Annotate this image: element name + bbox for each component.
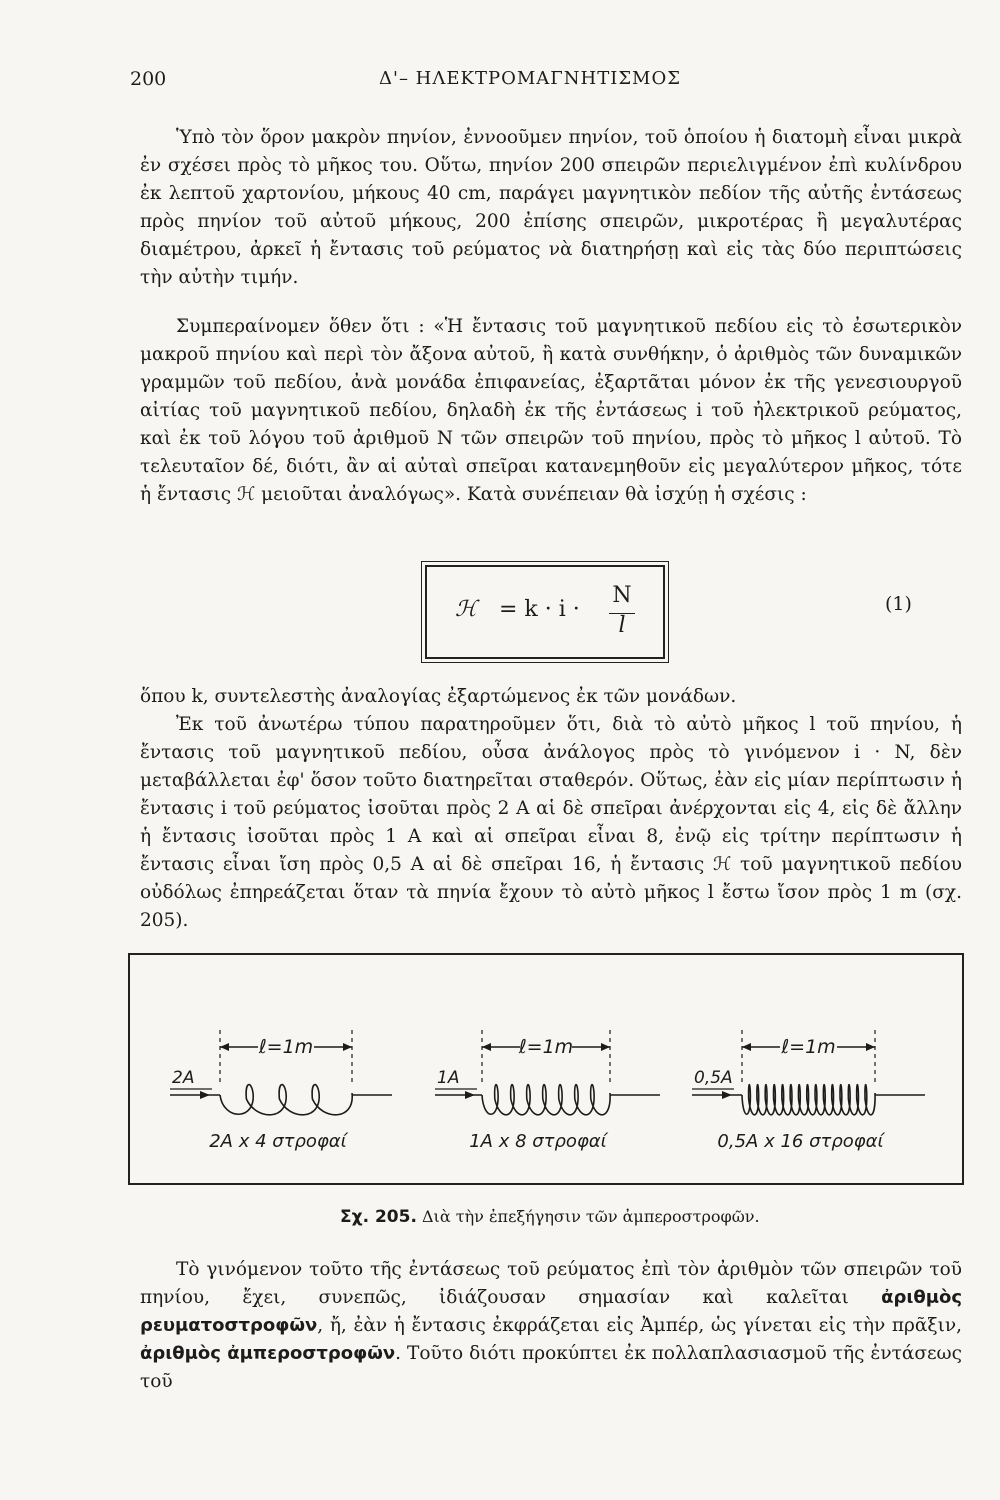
coil-caption-label: 2A x 4 στροφαί	[209, 1131, 347, 1152]
current-label: 0,5A	[694, 1068, 733, 1088]
paragraph-definition	[140, 1256, 962, 1396]
coil-length-label: ℓ=1m	[518, 1036, 574, 1058]
coil-caption-label: 1A x 8 στροφαί	[469, 1131, 607, 1152]
coil-winding	[742, 1085, 875, 1115]
dimension-arrow-right	[343, 1043, 352, 1051]
term-ampere-turns: ἀριθμὸς ἀμπεροστροφῶν	[140, 1343, 396, 1364]
paragraph-where-k: ὅπου k, συντελεστὴς ἀναλογίας ἐξαρτώμενος ἐκ τῶν μονάδων.	[140, 686, 737, 707]
formula-box	[425, 565, 665, 659]
definition-text-3: . Τοῦτο διότι προκύπτει ἐκ πολλαπλασιασμοῦ τῆς ἐντάσεως τοῦ	[140, 1343, 962, 1392]
figure-205	[128, 953, 964, 1185]
paragraph-ampere-turns-example: Ἐκ τοῦ ἀνωτέρω τύπου παρατηροῦμεν ὅτι, διὰ τὸ αὐτὸ μῆκος l τοῦ πηνίου, ἡ ἔντασις τοῦ μαγνητικοῦ πεδίου, οὖσα ἀνάλογος πρὸς τὸ γινόμενον i · N, δὲν μεταβάλλεται ἐφ' ὅσον τοῦτο διατηρεῖται σταθερόν. Οὕτως, ἐὰν εἰς μίαν περίπτωσιν ἡ ἔντασις i τοῦ ρεύματος ἰσοῦται πρὸς 2 A αἱ δὲ σπεῖραι ἀνέρχονται εἰς 4, εἰς δὲ ἄλλην ἡ ἔντασις ἰσοῦται πρὸς 1 A καὶ αἱ σπεῖραι εἶναι 8, ἐνῷ εἰς τρίτην περίπτωσιν ἡ ἔντασις εἶναι ἴση πρὸς 0,5 A αἱ δὲ σπεῖραι 16, ἡ ἔντασις ℋ τοῦ μαγνητικοῦ πεδίου οὐδόλως ἐπηρεάζεται ὅταν τὰ πηνία ἔχουν τὸ αὐτὸ μῆκος l ἔστω ἴσον πρὸς 1 m (σχ. 205).	[140, 714, 962, 931]
page-header	[130, 68, 930, 98]
caption-text: Διὰ τὴν ἐπεξήγησιν τῶν ἀμπεροστροφῶν.	[422, 1207, 760, 1226]
formula-numerator: N	[612, 583, 632, 608]
paragraph-conclusion: Συμπεραίνομεν ὅθεν ὅτι : «Ἡ ἔντασις τοῦ μαγνητικοῦ πεδίου εἰς τὸ ἐσωτερικὸν μακροῦ πηνίου καὶ περὶ τὸν ἄξονα αὐτοῦ, ἢ κατὰ συνθήκην, ὁ ἀριθμὸς τῶν δυναμικῶν γραμμῶν τοῦ πεδίου, ἀνὰ μονάδα ἐπιφανείας, ἐξαρτᾶται μόνον ἐκ τῆς γενεσιουργοῦ αἰτίας τοῦ μαγνητικοῦ πεδίου, δηλαδὴ ἐκ τῆς ἐντάσεως i τοῦ ἠλεκτρικοῦ ρεύματος, καὶ ἐκ τοῦ λόγου τοῦ ἀριθμοῦ N τῶν σπειρῶν τοῦ πηνίου, πρὸς τὸ μῆκος l αὐτοῦ. Τὸ τελευταῖον δέ, διότι, ἂν αἱ αὐταὶ σπεῖραι κατανεμηθοῦν εἰς μεγαλύτερον μῆκος, τότε ἡ ἔντασις ℋ μειοῦται ἀναλόγως». Κατὰ συνέπειαν θὰ ἰσχύῃ ἡ σχέσις :	[140, 316, 962, 505]
dimension-arrow-left	[220, 1043, 229, 1051]
figure-caption	[340, 1207, 760, 1227]
definition-text-1: Τὸ γινόμενον τοῦτο τῆς ἐντάσεως τοῦ ρεύματος ἐπὶ τὸν ἀριθμὸν τῶν σπειρῶν τοῦ πηνίου, ἔχει, συνεπῶς, ἰδιάζουσαν σημασίαν καὶ καλεῖται	[140, 1259, 962, 1308]
formula-lhs: ℋ	[455, 597, 477, 622]
page-number: 200	[130, 68, 167, 90]
formula	[455, 583, 655, 643]
current-label: 1A	[437, 1068, 460, 1088]
current-label: 2A	[172, 1068, 195, 1088]
coil-caption-label: 0,5A x 16 στροφαί	[717, 1131, 884, 1152]
current-arrow	[722, 1091, 732, 1099]
caption-label: Σχ. 205.	[340, 1207, 417, 1227]
coils-diagram	[130, 955, 962, 1183]
dimension-arrow-right	[866, 1043, 875, 1051]
coil-length-label: ℓ=1m	[258, 1036, 314, 1058]
formula-middle: = k · i ·	[499, 597, 580, 622]
equation-number: (1)	[885, 593, 912, 615]
coil-winding	[220, 1085, 352, 1115]
coil-winding	[482, 1085, 610, 1115]
coil-length-label: ℓ=1m	[781, 1036, 836, 1058]
formula-denominator: l	[618, 613, 626, 638]
paragraph-long-coil: Ὑπὸ τὸν ὅρον μακρὸν πηνίον, ἐννοοῦμεν πηνίον, τοῦ ὁποίου ἡ διατομὴ εἶναι μικρὰ ἐν σχέσει πρὸς τὸ μῆκος του. Οὕτω, πηνίον 200 σπειρῶν περιελιγμένον ἐπὶ κυλίνδρου ἐκ λεπτοῦ χαρτονίου, μήκους 40 cm, παράγει μαγνητικὸν πεδίον τῆς αὐτῆς ἐντάσεως πρὸς πηνίον τοῦ αὐτοῦ μήκους, 200 ἐπίσης σπειρῶν, μικροτέρας ἢ μεγαλυτέρας διαμέτρου, ἀρκεῖ ἡ ἔντασις τοῦ ρεύματος νὰ διατηρήσῃ καὶ εἰς τὰς δύο περιπτώσεις τὴν αὐτὴν τιμήν.	[140, 127, 962, 288]
current-arrow	[465, 1091, 475, 1099]
running-title: Δ'– ΗΛΕΚΤΡΟΜΑΓΝΗΤΙΣΜΟΣ	[379, 68, 681, 89]
dimension-arrow-right	[601, 1043, 610, 1051]
term-current-turns: ἀριθμὸς ρευματοστροφῶν	[140, 1287, 962, 1336]
definition-text-2: , ἤ, ἐὰν ἡ ἔντασις ἐκφράζεται εἰς Ἀμπέρ, ὡς γίνεται εἰς τὴν πρᾶξιν,	[317, 1315, 962, 1336]
dimension-arrow-left	[742, 1043, 751, 1051]
current-arrow	[200, 1091, 210, 1099]
dimension-arrow-left	[482, 1043, 491, 1051]
